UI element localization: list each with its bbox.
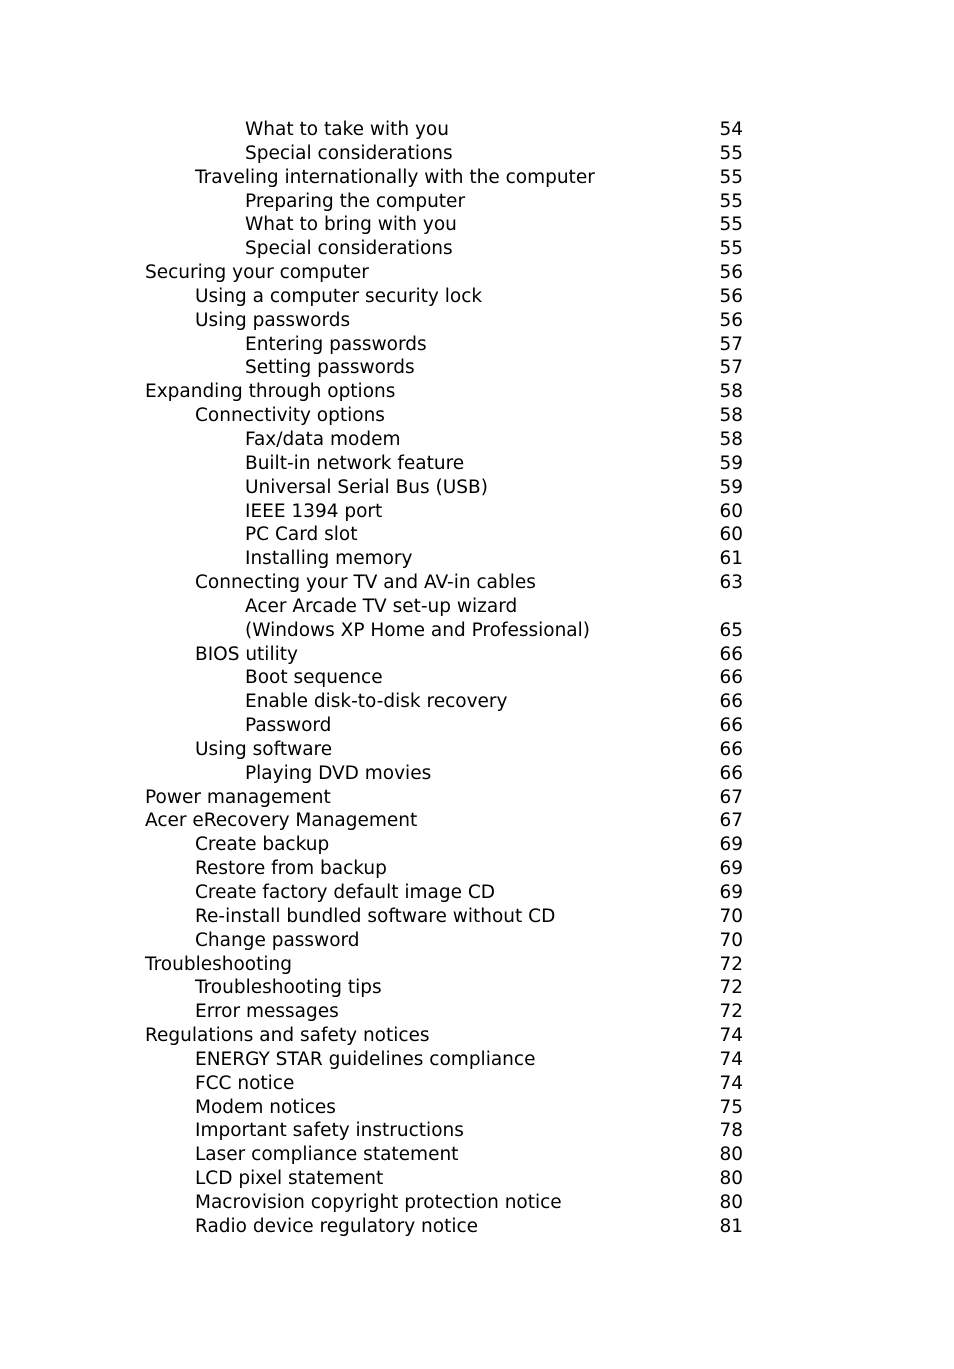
toc-entry-page-number: 60 — [719, 500, 743, 522]
toc-entry-page-number: 59 — [719, 452, 743, 474]
toc-entry-title: LCD pixel statement — [195, 1168, 384, 1190]
toc-entry-title: Regulations and safety notices — [145, 1025, 430, 1047]
toc-entry-title: Power management — [145, 786, 331, 808]
toc-entry-title: Special considerations — [245, 142, 453, 164]
toc-entry[interactable] — [145, 809, 743, 833]
toc-entry-page-number: 74 — [719, 1048, 743, 1070]
toc-entry-page-number: 66 — [719, 667, 743, 689]
toc-entry-title: Special considerations — [245, 238, 453, 260]
toc-entry-title: Re-install bundled software without CD — [195, 905, 556, 927]
toc-entry-title: Expanding through options — [145, 381, 396, 403]
toc-entry-page-number: 60 — [719, 524, 743, 546]
toc-entry[interactable] — [145, 404, 743, 428]
toc-entry[interactable] — [145, 643, 743, 667]
toc-entry-page-number: 57 — [719, 333, 743, 355]
toc-entry[interactable] — [145, 1119, 743, 1143]
toc-entry[interactable] — [145, 1096, 743, 1120]
toc-entry[interactable] — [145, 953, 743, 977]
toc-entry-title: Using passwords — [195, 309, 351, 331]
toc-entry-title: Change password — [195, 929, 360, 951]
toc-entry-page-number: 72 — [719, 977, 743, 999]
toc-entry-title: Universal Serial Bus (USB) — [245, 476, 488, 498]
toc-entry-title: Create factory default image CD — [195, 882, 496, 903]
toc-entry-title: Password — [245, 715, 332, 737]
toc-entry-page-number: 59 — [719, 476, 743, 498]
toc-entry-page-number: 80 — [719, 1191, 743, 1213]
toc-entry-title: Error messages — [195, 1001, 339, 1023]
toc-entry-page-number: 78 — [719, 1120, 743, 1142]
toc-entry[interactable] — [145, 976, 743, 1000]
toc-entry-page-number: 80 — [719, 1168, 743, 1190]
toc-entry-page-number: 58 — [719, 405, 743, 427]
toc-entry-page-number: 58 — [719, 381, 743, 403]
toc-entry-page-number: 55 — [719, 142, 743, 164]
toc-entry-page-number: 66 — [719, 643, 743, 665]
toc-entry-title: FCC notice — [195, 1072, 295, 1094]
toc-entry-title: BIOS utility — [195, 643, 298, 665]
toc-entry-title: What to bring with you — [245, 214, 457, 236]
toc-entry-page-number: 66 — [719, 691, 743, 713]
toc-entry-page-number: 54 — [719, 119, 743, 140]
toc-entry-page-number: 69 — [719, 858, 743, 880]
toc-entry-page-number: 58 — [719, 428, 743, 450]
toc-entry-title: ENERGY STAR guidelines compliance — [195, 1048, 536, 1070]
toc-entry-page-number: 55 — [719, 166, 743, 188]
toc-entry[interactable] — [145, 547, 743, 571]
toc-entry-title: Laser compliance statement — [195, 1144, 459, 1166]
toc-entry-title: What to take with you — [245, 119, 449, 140]
toc-entry-page-number: 57 — [719, 357, 743, 379]
toc-entry-title: Important safety instructions — [195, 1120, 464, 1142]
toc-entry-page-number: 75 — [719, 1096, 743, 1118]
toc-entry-page-number: 80 — [719, 1144, 743, 1166]
toc-entry-page-number: 56 — [719, 262, 743, 284]
toc-entry[interactable] — [145, 666, 743, 690]
toc-entry-title: Troubleshooting — [145, 953, 292, 975]
toc-entry-page-number: 56 — [719, 309, 743, 331]
toc-entry[interactable] — [145, 690, 743, 714]
toc-entry[interactable] — [145, 881, 743, 905]
toc-entry[interactable] — [145, 1143, 743, 1167]
toc-entry-title: (Windows XP Home and Professional) — [245, 619, 590, 641]
toc-entry-title: Securing your computer — [145, 262, 369, 284]
toc-entry-page-number: 56 — [719, 285, 743, 307]
toc-entry-page-number: 66 — [719, 738, 743, 760]
toc-entry-page-number: 70 — [719, 929, 743, 951]
toc-entry-page-number: 74 — [719, 1025, 743, 1047]
toc-entry-title: Acer eRecovery Management — [145, 810, 418, 832]
toc-entry[interactable] — [145, 142, 743, 166]
toc-entry[interactable] — [145, 1024, 743, 1048]
toc-entry-title: Connecting your TV and AV-in cables — [195, 572, 536, 594]
toc-entry-title: Connectivity options — [195, 405, 385, 427]
toc-entry[interactable] — [145, 905, 743, 929]
toc-entry[interactable] — [145, 309, 743, 333]
toc-entry-title: Radio device regulatory notice — [195, 1215, 479, 1237]
toc-entry-title: Built-in network feature — [245, 452, 465, 474]
toc-entry[interactable] — [145, 333, 743, 357]
toc-entry[interactable] — [145, 285, 743, 309]
toc-entry-title: Macrovision copyright protection notice — [195, 1191, 562, 1213]
toc-entry[interactable] — [145, 619, 743, 643]
toc-entry[interactable] — [145, 571, 743, 595]
toc-entry-title: Preparing the computer — [245, 190, 466, 212]
toc-entry-page-number: 72 — [719, 1001, 743, 1023]
toc-entry-title: Enable disk-to-disk recovery — [245, 691, 508, 713]
toc-entry[interactable] — [145, 786, 743, 810]
toc-entry-title: Boot sequence — [245, 667, 383, 689]
toc-entry-page-number: 55 — [719, 214, 743, 236]
toc-entry[interactable] — [145, 118, 743, 142]
toc-entry[interactable] — [145, 428, 743, 452]
toc-entry[interactable] — [145, 166, 743, 190]
toc-entry-page-number: 55 — [719, 190, 743, 212]
toc-entry-page-number: 67 — [719, 810, 743, 832]
toc-entry[interactable] — [145, 476, 743, 500]
toc-entry-page-number: 65 — [719, 619, 743, 641]
toc-entry[interactable] — [145, 500, 743, 524]
table-of-contents — [145, 118, 743, 1239]
toc-entry-title: Setting passwords — [245, 357, 415, 379]
toc-entry[interactable] — [145, 523, 743, 547]
toc-entry[interactable] — [145, 380, 743, 404]
toc-entry[interactable] — [145, 213, 743, 237]
toc-entry-page-number: 66 — [719, 762, 743, 784]
toc-entry[interactable] — [145, 237, 743, 261]
toc-entry[interactable] — [145, 857, 743, 881]
toc-entry-title: IEEE 1394 port — [245, 500, 383, 522]
toc-entry-page-number: 66 — [719, 715, 743, 737]
toc-entry[interactable] — [145, 1072, 743, 1096]
toc-entry[interactable] — [145, 595, 743, 619]
toc-entry-page-number: 67 — [719, 786, 743, 808]
toc-entry[interactable] — [145, 190, 743, 214]
toc-entry[interactable] — [145, 261, 743, 285]
toc-entry-title: Using a computer security lock — [195, 285, 483, 307]
toc-entry-page-number: 69 — [719, 834, 743, 856]
toc-entry[interactable] — [145, 762, 743, 786]
toc-entry-title: Modem notices — [195, 1096, 336, 1118]
toc-entry[interactable] — [145, 452, 743, 476]
toc-entry-title: Traveling internationally with the computer — [195, 166, 595, 188]
toc-entry[interactable] — [145, 833, 743, 857]
toc-entry[interactable] — [145, 1000, 743, 1024]
toc-entry[interactable] — [145, 714, 743, 738]
toc-entry[interactable] — [145, 738, 743, 762]
toc-entry[interactable] — [145, 1048, 743, 1072]
toc-entry[interactable] — [145, 929, 743, 953]
toc-entry-title: Entering passwords — [245, 333, 427, 355]
toc-entry[interactable] — [145, 356, 743, 380]
toc-entry-title: PC Card slot — [245, 524, 358, 546]
toc-entry-page-number: 81 — [719, 1215, 743, 1237]
toc-entry-page-number: 61 — [719, 548, 743, 570]
toc-entry-page-number: 69 — [719, 882, 743, 903]
toc-entry-title: Fax/data modem — [245, 428, 401, 450]
toc-entry-title: Create backup — [195, 834, 330, 856]
toc-entry-title: Troubleshooting tips — [195, 977, 382, 999]
toc-entry-title: Restore from backup — [195, 858, 387, 880]
toc-entry-title: Playing DVD movies — [245, 762, 432, 784]
toc-entry-title: Installing memory — [245, 548, 413, 570]
toc-entry[interactable] — [145, 1167, 743, 1191]
toc-entry[interactable] — [145, 1191, 743, 1215]
toc-entry-page-number: 70 — [719, 905, 743, 927]
toc-entry[interactable] — [145, 1215, 743, 1239]
toc-entry-page-number: 55 — [719, 238, 743, 260]
toc-entry-page-number: 63 — [719, 572, 743, 594]
toc-entry-title: Acer Arcade TV set-up wizard — [245, 595, 518, 617]
toc-entry-title: Using software — [195, 738, 333, 760]
toc-entry-page-number: 72 — [719, 953, 743, 975]
toc-entry-page-number: 74 — [719, 1072, 743, 1094]
